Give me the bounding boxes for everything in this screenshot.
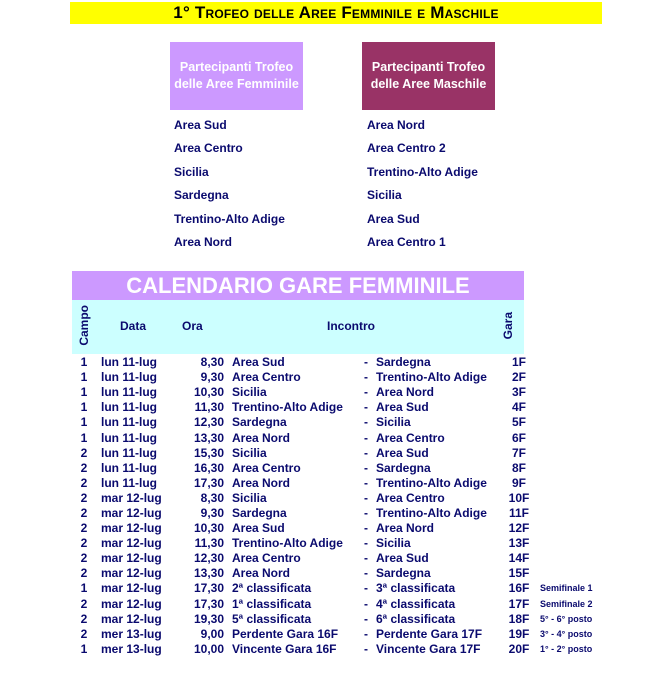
cell-separator: - bbox=[364, 626, 368, 641]
cell-team1: Area Nord bbox=[232, 475, 291, 490]
cell-ora: 16,30 bbox=[193, 460, 224, 475]
cell-separator: - bbox=[364, 536, 368, 551]
table-row bbox=[72, 521, 593, 536]
cell-ora: 9,30 bbox=[200, 370, 224, 385]
table-row bbox=[72, 551, 593, 566]
cell-campo: 2 bbox=[80, 536, 88, 551]
cell-gara: 5F bbox=[511, 415, 526, 430]
cell-campo: 2 bbox=[80, 596, 88, 611]
cell-ora: 15,30 bbox=[193, 445, 224, 460]
table-row bbox=[72, 430, 593, 445]
cell-ora: 8,30 bbox=[200, 490, 224, 505]
cell-separator: - bbox=[364, 611, 368, 626]
team-femminile: Area Nord bbox=[174, 234, 233, 249]
cell-team2: Trentino-Alto Adige bbox=[376, 370, 487, 385]
team-maschile: Trentino-Alto Adige bbox=[367, 164, 478, 179]
cell-data: mar 12-lug bbox=[101, 490, 162, 505]
table-row bbox=[72, 566, 593, 581]
cell-separator: - bbox=[364, 445, 368, 460]
cell-data: lun 11-lug bbox=[101, 460, 158, 475]
cell-note bbox=[532, 415, 593, 430]
cell-separator: - bbox=[364, 566, 368, 581]
cell-team2: Trentino-Alto Adige bbox=[376, 505, 487, 520]
cell-gara: 6F bbox=[511, 430, 526, 445]
cell-team1: Area Centro bbox=[232, 551, 301, 566]
cell-campo: 2 bbox=[80, 490, 88, 505]
table-row bbox=[72, 415, 593, 430]
cell-ora: 17,30 bbox=[193, 596, 224, 611]
cell-data: lun 11-lug bbox=[101, 445, 158, 460]
cell-team1: Area Centro bbox=[232, 370, 301, 385]
cell-data: lun 11-lug bbox=[101, 370, 158, 385]
cell-campo: 1 bbox=[80, 641, 88, 656]
cell-separator: - bbox=[364, 355, 368, 370]
cell-team2: Sardegna bbox=[376, 460, 431, 475]
cell-note bbox=[532, 551, 593, 566]
cell-ora: 12,30 bbox=[193, 415, 224, 430]
team-femminile: Area Sud bbox=[174, 118, 227, 132]
cell-separator: - bbox=[364, 490, 368, 505]
cell-ora: 8,30 bbox=[200, 355, 224, 370]
cell-data: mar 12-lug bbox=[101, 521, 162, 536]
cell-note bbox=[532, 536, 593, 551]
table-row bbox=[72, 642, 593, 657]
cell-note: 5° - 6° posto bbox=[540, 613, 593, 624]
calendar-header bbox=[72, 300, 524, 354]
header-campo: Campo bbox=[77, 305, 91, 346]
cell-data: lun 11-lug bbox=[101, 385, 158, 400]
cell-ora: 13,30 bbox=[193, 430, 224, 445]
cell-team2: Trentino-Alto Adige bbox=[376, 475, 487, 490]
cell-team2: Area Sud bbox=[376, 400, 429, 415]
cell-data: mar 12-lug bbox=[101, 581, 162, 596]
cell-campo: 2 bbox=[80, 551, 88, 566]
cell-campo: 1 bbox=[80, 385, 88, 400]
cell-note bbox=[532, 476, 593, 491]
cell-team2: Sardegna bbox=[376, 566, 431, 581]
cell-team1: Sardegna bbox=[232, 505, 287, 520]
cell-ora: 11,30 bbox=[194, 400, 224, 415]
cell-team2: Sicilia bbox=[376, 415, 411, 430]
cell-data: mar 12-lug bbox=[101, 536, 162, 551]
cell-team1: Area Nord bbox=[232, 430, 291, 445]
cell-campo: 2 bbox=[80, 445, 88, 460]
cell-team1: Sicilia bbox=[232, 385, 267, 400]
cell-note: 1° - 2° posto bbox=[540, 643, 593, 654]
cell-separator: - bbox=[364, 596, 368, 611]
cell-team2: Area Centro bbox=[376, 490, 445, 505]
header-partecipanti-femminile: Partecipanti Trofeo delle Aree Femminile bbox=[170, 42, 303, 110]
list-partecipanti-femminile bbox=[174, 117, 285, 257]
cell-team2: Perdente Gara 17F bbox=[376, 626, 483, 641]
table-row bbox=[72, 385, 593, 400]
cell-campo: 2 bbox=[80, 505, 88, 520]
cell-data: lun 11-lug bbox=[101, 430, 158, 445]
cell-gara: 16F bbox=[508, 581, 530, 596]
calendar-table bbox=[72, 355, 593, 657]
cell-data: lun 11-lug bbox=[101, 475, 158, 490]
cell-team1: Trentino-Alto Adige bbox=[232, 536, 343, 551]
cell-campo: 2 bbox=[80, 566, 88, 581]
cell-ora: 9,30 bbox=[200, 505, 224, 520]
team-femminile: Sicilia bbox=[174, 164, 209, 179]
table-row bbox=[72, 476, 593, 491]
header-ora: Ora bbox=[182, 319, 203, 333]
cell-campo: 2 bbox=[80, 460, 88, 475]
cell-note bbox=[532, 491, 593, 506]
cell-campo: 2 bbox=[80, 475, 88, 490]
table-row bbox=[72, 581, 593, 596]
cell-campo: 1 bbox=[80, 400, 88, 415]
cell-data: mar 12-lug bbox=[101, 566, 162, 581]
team-maschile: Area Centro 2 bbox=[367, 141, 446, 156]
cell-team1: Area Sud bbox=[232, 521, 285, 536]
table-row bbox=[72, 461, 593, 476]
cell-note: Semifinale 1 bbox=[540, 583, 593, 594]
table-row bbox=[72, 597, 593, 612]
cell-ora: 19,30 bbox=[193, 611, 224, 626]
cell-gara: 10F bbox=[508, 490, 530, 505]
cell-ora: 13,30 bbox=[193, 566, 224, 581]
cell-gara: 12F bbox=[508, 521, 530, 536]
cell-note bbox=[532, 400, 593, 415]
cell-team2: Area Centro bbox=[376, 430, 445, 445]
table-row bbox=[72, 536, 593, 551]
cell-team1: 5ª classificata bbox=[232, 611, 312, 626]
cell-team2: Area Nord bbox=[376, 521, 435, 536]
table-row bbox=[72, 355, 593, 370]
cell-ora: 12,30 bbox=[193, 551, 224, 566]
cell-campo: 2 bbox=[80, 611, 88, 626]
team-maschile: Area Centro 1 bbox=[367, 234, 446, 249]
cell-note bbox=[532, 506, 593, 521]
cell-ora: 10,00 bbox=[193, 641, 224, 656]
cell-gara: 9F bbox=[511, 475, 526, 490]
table-row bbox=[72, 506, 593, 521]
cell-separator: - bbox=[364, 641, 368, 656]
cell-team1: Area Nord bbox=[232, 566, 291, 581]
cell-note bbox=[532, 461, 593, 476]
cell-ora: 17,30 bbox=[193, 475, 224, 490]
cell-ora: 10,30 bbox=[193, 521, 224, 536]
cell-data: mar 12-lug bbox=[101, 596, 162, 611]
cell-team2: 3ª classificata bbox=[376, 581, 456, 596]
cell-separator: - bbox=[364, 385, 368, 400]
cell-team2: Area Sud bbox=[376, 551, 429, 566]
cell-gara: 19F bbox=[508, 626, 530, 641]
cell-separator: - bbox=[364, 430, 368, 445]
cell-note: Semifinale 2 bbox=[540, 598, 593, 609]
cell-separator: - bbox=[364, 475, 368, 490]
cell-campo: 1 bbox=[80, 430, 88, 445]
cell-separator: - bbox=[364, 415, 368, 430]
table-row bbox=[72, 446, 593, 461]
cell-separator: - bbox=[364, 581, 368, 596]
cell-gara: 4F bbox=[511, 400, 526, 415]
cell-team1: 2ª classificata bbox=[232, 581, 312, 596]
cell-gara: 2F bbox=[511, 370, 526, 385]
cell-gara: 15F bbox=[508, 566, 530, 581]
cell-gara: 11F bbox=[508, 505, 529, 520]
header-data: Data bbox=[120, 319, 147, 333]
cell-gara: 13F bbox=[508, 536, 530, 551]
cell-data: mar 12-lug bbox=[101, 505, 162, 520]
table-row bbox=[72, 627, 593, 642]
cell-separator: - bbox=[364, 370, 368, 385]
cell-note bbox=[532, 521, 593, 536]
header-incontro: Incontro bbox=[327, 319, 375, 333]
cell-team1: Perdente Gara 16F bbox=[232, 626, 339, 641]
cell-gara: 3F bbox=[511, 385, 526, 400]
header-partecipanti-maschile: Partecipanti Trofeo delle Aree Maschile bbox=[362, 42, 495, 110]
cell-note: 3° - 4° posto bbox=[540, 628, 593, 639]
cell-gara: 14F bbox=[508, 551, 530, 566]
cell-gara: 20F bbox=[508, 641, 530, 656]
cell-team2: Area Sud bbox=[376, 445, 429, 460]
cell-team2: 6ª classificata bbox=[376, 611, 456, 626]
cell-note bbox=[532, 370, 593, 385]
cell-campo: 1 bbox=[80, 581, 88, 596]
cell-gara: 1F bbox=[511, 355, 526, 370]
cell-team1: 1ª classificata bbox=[232, 596, 312, 611]
cell-ora: 11,30 bbox=[194, 536, 224, 551]
cell-team1: Sicilia bbox=[232, 445, 267, 460]
cell-team2: Vincente Gara 17F bbox=[376, 641, 481, 656]
cell-team1: Sardegna bbox=[232, 415, 287, 430]
cell-data: lun 11-lug bbox=[101, 415, 158, 430]
cell-team2: Area Nord bbox=[376, 385, 435, 400]
cell-note bbox=[532, 355, 593, 370]
cell-team1: Sicilia bbox=[232, 490, 267, 505]
cell-note bbox=[532, 385, 593, 400]
cell-campo: 2 bbox=[80, 521, 88, 536]
cell-campo: 2 bbox=[80, 626, 88, 641]
cell-team2: Sicilia bbox=[376, 536, 411, 551]
cell-data: mar 12-lug bbox=[101, 611, 162, 626]
cell-note bbox=[532, 430, 593, 445]
cell-team1: Area Sud bbox=[232, 355, 285, 370]
cell-gara: 8F bbox=[511, 460, 526, 475]
table-row bbox=[72, 370, 593, 385]
cell-data: mer 13-lug bbox=[101, 626, 162, 641]
cell-gara: 18F bbox=[508, 611, 530, 626]
cell-separator: - bbox=[364, 551, 368, 566]
cell-team1: Area Centro bbox=[232, 460, 301, 475]
cell-team2: Sardegna bbox=[376, 355, 431, 370]
cell-data: mer 13-lug bbox=[101, 641, 162, 656]
page-title: 1° Trofeo delle Aree Femminile e Maschile bbox=[70, 2, 602, 24]
cell-separator: - bbox=[364, 460, 368, 475]
cell-team1: Vincente Gara 16F bbox=[232, 641, 337, 656]
cell-campo: 1 bbox=[80, 415, 88, 430]
cell-data: lun 11-lug bbox=[101, 355, 158, 370]
cell-separator: - bbox=[364, 505, 368, 520]
cell-gara: 17F bbox=[508, 596, 530, 611]
cell-separator: - bbox=[364, 521, 368, 536]
cell-data: lun 11-lug bbox=[101, 400, 158, 415]
team-femminile: Area Centro bbox=[174, 141, 243, 156]
cell-campo: 1 bbox=[80, 370, 88, 385]
table-row bbox=[72, 491, 593, 506]
cell-data: mar 12-lug bbox=[101, 551, 162, 566]
cell-note bbox=[532, 566, 593, 581]
cell-gara: 7F bbox=[511, 445, 526, 460]
cell-separator: - bbox=[364, 400, 368, 415]
header-gara: Gara bbox=[501, 312, 515, 340]
cell-campo: 1 bbox=[80, 355, 88, 370]
team-maschile: Sicilia bbox=[367, 188, 402, 203]
team-femminile: Sardegna bbox=[174, 188, 229, 203]
team-maschile: Area Sud bbox=[367, 211, 420, 226]
cell-note bbox=[532, 446, 593, 461]
cell-ora: 17,30 bbox=[193, 581, 224, 596]
cell-team1: Trentino-Alto Adige bbox=[232, 400, 343, 415]
list-partecipanti-maschile bbox=[367, 117, 478, 257]
table-row bbox=[72, 400, 593, 415]
cell-team2: 4ª classificata bbox=[376, 596, 456, 611]
calendar-title: CALENDARIO GARE FEMMINILE bbox=[72, 271, 524, 300]
table-row bbox=[72, 612, 593, 627]
team-maschile: Area Nord bbox=[367, 118, 426, 132]
team-femminile: Trentino-Alto Adige bbox=[174, 211, 285, 226]
cell-ora: 9,00 bbox=[200, 626, 224, 641]
cell-ora: 10,30 bbox=[193, 385, 224, 400]
